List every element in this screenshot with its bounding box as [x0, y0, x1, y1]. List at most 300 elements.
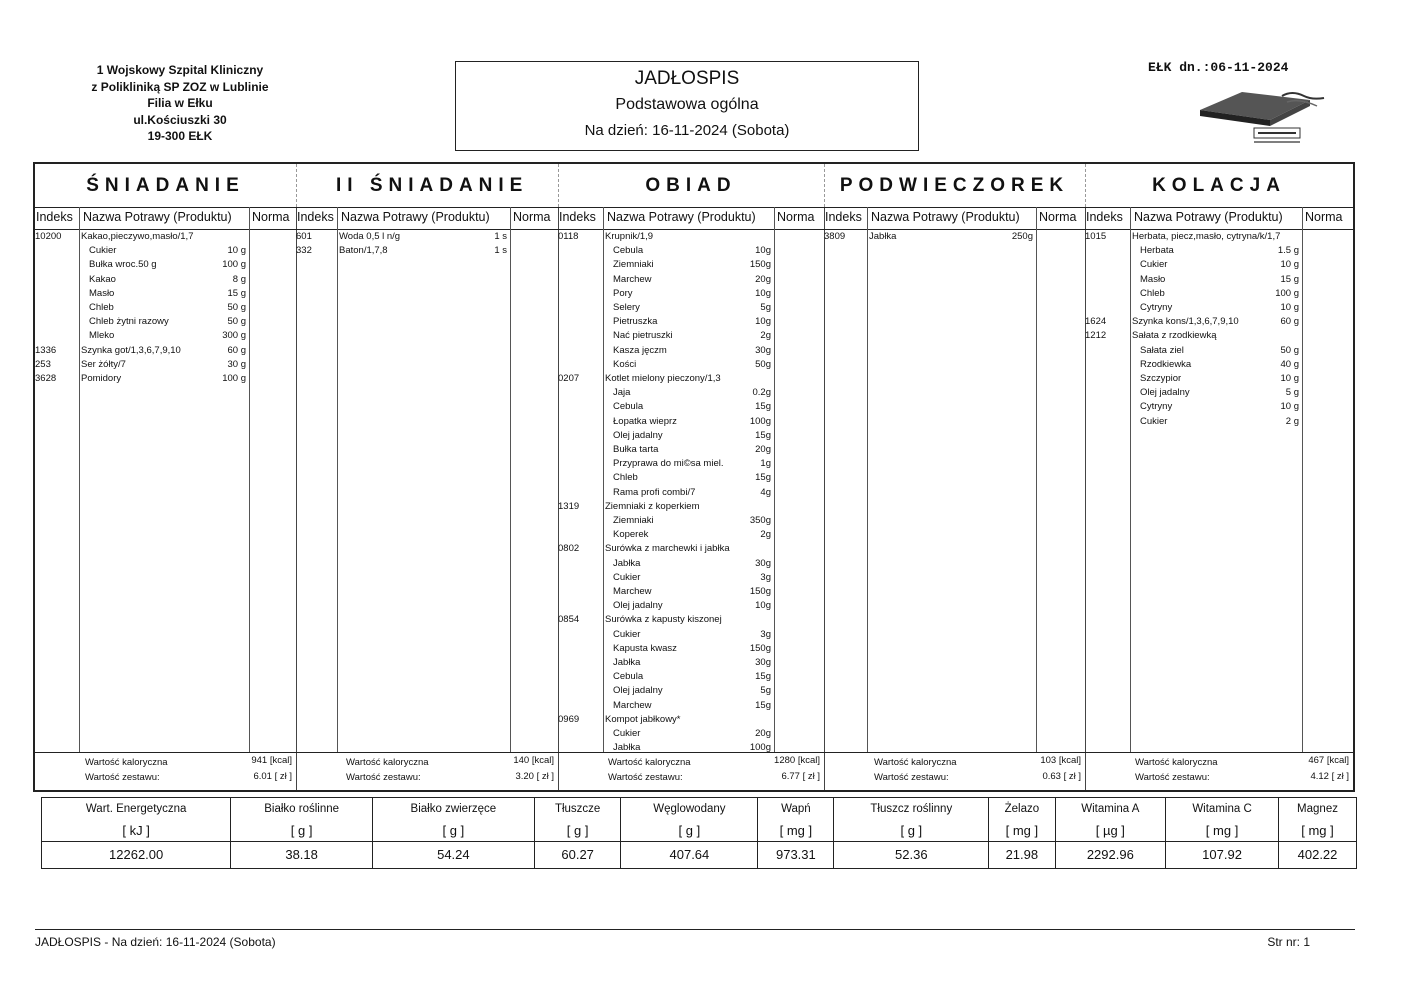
ingredient-name: Chleb: [613, 472, 638, 484]
menu-row: [558, 401, 824, 415]
menu-row: [558, 430, 824, 444]
ingredient-name: Pory: [613, 287, 633, 299]
row-norm: 15g: [755, 699, 771, 711]
menu-row: [558, 586, 824, 600]
menu-row: [558, 600, 824, 614]
row-norm: 20g: [755, 273, 771, 285]
ingredient-name: Rama profi combi/7: [613, 486, 696, 498]
nutrient-unit: [ µg ]: [1055, 820, 1166, 841]
cost-label: Wartość zestawu:: [874, 772, 949, 783]
menu-row: [1085, 316, 1353, 330]
nutrient-unit: [ g ]: [231, 820, 373, 841]
meal-summary: [1085, 752, 1353, 790]
menu-row: [35, 373, 296, 387]
menu-row: [1085, 401, 1353, 415]
ingredient-name: Nać pietruszki: [613, 330, 673, 342]
menu-row: [558, 671, 824, 685]
menu-row: [558, 274, 824, 288]
ingredient-name: Mleko: [89, 330, 115, 342]
menu-row: [35, 302, 296, 316]
row-norm: 10 g: [227, 245, 246, 257]
row-index: 1336: [35, 344, 57, 356]
dish-name: Baton/1,7,8: [339, 245, 388, 257]
nutrient-name: Witamina A: [1055, 798, 1166, 820]
column-headers: [558, 207, 824, 230]
ingredient-name: Cukier: [613, 628, 641, 640]
menu-row: [35, 316, 296, 330]
menu-row: [558, 231, 824, 245]
row-norm: 50g: [755, 358, 771, 370]
menu-row: [824, 231, 1085, 245]
ingredient-name: Masło: [89, 287, 115, 299]
cost-label: Wartość zestawu:: [85, 772, 160, 783]
row-norm: 20g: [755, 728, 771, 739]
dish-name: Surówka z kapusty kiszonej: [605, 614, 722, 626]
ingredient-name: Chleb żytni razowy: [89, 316, 169, 328]
menu-row: [1085, 274, 1353, 288]
hospital-address: [60, 62, 300, 145]
row-norm: 2g: [760, 330, 771, 342]
row-norm: 15g: [755, 429, 771, 441]
row-norm: 5 g: [1285, 387, 1299, 399]
nutrient-value: 60.27: [534, 841, 621, 868]
menu-row: [558, 714, 824, 728]
cell-divider: [337, 207, 338, 753]
row-norm: 100 g: [222, 259, 246, 271]
column-headers: [296, 207, 558, 230]
ingredient-name: Przyprawa do mi©sa miel.: [613, 458, 724, 470]
row-index: 10200: [35, 231, 62, 242]
row-norm: 30g: [755, 557, 771, 569]
dish-name: Szynka got/1,3,6,7,9,10: [81, 344, 181, 356]
row-index: 1015: [1085, 231, 1107, 242]
row-norm: 150g: [749, 586, 771, 597]
row-norm: 2 g: [1285, 415, 1299, 427]
footer-title: JADŁOSPIS - Na dzień: 16-11-2024 (Sobota): [35, 935, 276, 949]
row-index: 1319: [558, 500, 580, 512]
ingredient-name: Cukier: [613, 571, 641, 583]
menu-row: [35, 231, 296, 245]
meals-table: [33, 162, 1355, 792]
menu-row: [558, 685, 824, 699]
ingredient-name: Jabłka: [613, 742, 641, 754]
ingredient-name: Cebula: [613, 401, 644, 413]
menu-row: [558, 572, 824, 586]
kcal-value: 467 [kcal]: [1308, 755, 1349, 766]
meal-column: [558, 164, 824, 790]
menu-row: [558, 288, 824, 302]
ingredient-name: Jabłka: [613, 657, 641, 668]
row-norm: 0.2g: [752, 387, 771, 399]
menu-row: [558, 515, 824, 529]
nutrient-unit: [ mg ]: [758, 820, 834, 841]
nutrient-value: 973.31: [758, 841, 834, 868]
kcal-label: Wartość kaloryczna: [1135, 757, 1218, 768]
row-index: 601: [296, 231, 312, 242]
menu-row: [35, 359, 296, 373]
row-norm: 15 g: [1280, 273, 1299, 285]
menu-row: [558, 345, 824, 359]
row-norm: 1.5 g: [1277, 245, 1299, 257]
row-norm: 15 g: [227, 287, 246, 299]
dish-name: Ser żółty/7: [81, 358, 126, 370]
menu-row: [1085, 416, 1353, 430]
dish-name: Ziemniaki z koperkiem: [605, 500, 700, 512]
kcal-label: Wartość kaloryczna: [608, 757, 691, 768]
header-norm: Norma: [777, 210, 815, 224]
hospital-line: z Polikliniką SP ZOZ w Lublinie: [91, 79, 269, 94]
ingredient-name: Koperek: [613, 529, 649, 541]
kcal-label: Wartość kaloryczna: [346, 757, 429, 768]
row-norm: 150g: [749, 642, 771, 654]
row-index: 0118: [558, 231, 579, 242]
menu-row: [1085, 245, 1353, 259]
dish-name: Kompot jabłkowy*: [605, 713, 681, 725]
header-name: Nazwa Potrawy (Produktu): [83, 210, 232, 224]
nutrient-unit: [ g ]: [621, 820, 758, 841]
column-divider: [824, 207, 825, 790]
row-index: 1212: [1085, 330, 1107, 342]
ingredient-name: Kości: [613, 358, 637, 370]
menu-row: [35, 288, 296, 302]
row-index: 0802: [558, 543, 580, 555]
menu-row: [1085, 302, 1353, 316]
nutrient-value: 402.22: [1279, 841, 1356, 868]
row-norm: 10g: [755, 600, 771, 612]
menu-row: [558, 529, 824, 543]
row-norm: 2g: [760, 529, 771, 541]
ingredient-name: Chleb: [1140, 287, 1165, 299]
ingredient-name: Marchew: [613, 586, 652, 597]
row-norm: 50 g: [227, 302, 246, 313]
document-title: JADŁOSPIS: [634, 68, 740, 89]
nutrient-value: 2292.96: [1055, 841, 1166, 868]
nutrient-value: 52.36: [834, 841, 989, 868]
document-title-box: [455, 61, 919, 151]
dish-name: Surówka z marchewki i jabłka: [605, 543, 730, 555]
nutrient-value: 54.24: [372, 841, 534, 868]
column-headers: [824, 207, 1085, 230]
nutrient-unit: [ mg ]: [989, 820, 1055, 841]
menu-row: [558, 728, 824, 742]
ingredient-name: Ziemniaki: [613, 259, 654, 271]
ingredient-name: Cukier: [613, 728, 641, 739]
cost-label: Wartość zestawu:: [608, 772, 683, 783]
ingredient-name: Olej jadalny: [1140, 387, 1190, 399]
menu-row: [558, 657, 824, 671]
cost-value: 4.12 [ zł ]: [1310, 771, 1349, 782]
menu-row: [558, 245, 824, 259]
header-index: Indeks: [297, 210, 334, 224]
nutrient-unit: [ g ]: [834, 820, 989, 841]
nutrient-unit: [ mg ]: [1301, 822, 1334, 838]
menu-row: [1085, 231, 1353, 245]
menu-row: [558, 472, 824, 486]
menu-row: [558, 316, 824, 330]
ingredient-name: Kapusta kwasz: [613, 642, 677, 654]
row-norm: 10 g: [1280, 259, 1299, 271]
cost-value: 3.20 [ zł ]: [515, 771, 554, 782]
cost-value: 6.01 [ zł ]: [253, 771, 292, 782]
menu-row: [296, 231, 558, 245]
row-norm: 15g: [755, 401, 771, 413]
row-norm: 50 g: [227, 316, 246, 328]
row-index: 332: [296, 245, 312, 257]
meal-summary: [558, 752, 824, 790]
menu-row: [35, 330, 296, 344]
row-norm: 30g: [755, 657, 771, 668]
page-number: Str nr: 1: [1267, 935, 1310, 949]
menu-row: [1085, 288, 1353, 302]
nutrient-value: 38.18: [231, 841, 373, 868]
nutrient-unit: [ kJ ]: [42, 820, 231, 841]
meal-summary: [296, 752, 558, 790]
nutrient-name: Wapń: [758, 798, 834, 820]
row-norm: 150g: [749, 259, 771, 271]
header-name: Nazwa Potrawy (Produktu): [607, 210, 756, 224]
menu-date: Na dzień: 16-11-2024 (Sobota): [584, 122, 790, 139]
ingredient-name: Cytryny: [1140, 401, 1173, 413]
row-index: 1624: [1085, 316, 1107, 328]
menu-row: [558, 614, 824, 628]
kcal-value: 140 [kcal]: [513, 755, 554, 766]
page-footer: [35, 929, 1355, 949]
menu-row: [558, 330, 824, 344]
menu-row: [558, 501, 824, 515]
menu-row: [558, 558, 824, 572]
row-norm: 100g: [749, 742, 771, 754]
row-norm: 10g: [755, 316, 771, 328]
meal-column: [35, 164, 296, 790]
ingredient-name: Łopatka wieprz: [613, 415, 677, 427]
menu-row: [558, 259, 824, 273]
header-norm: Norma: [1039, 210, 1077, 224]
cost-label: Wartość zestawu:: [1135, 772, 1210, 783]
row-norm: 3g: [760, 571, 771, 583]
menu-row: [1085, 345, 1353, 359]
nutrient-unit: [ g ]: [534, 820, 621, 841]
ingredient-name: Szczypior: [1140, 373, 1182, 384]
row-norm: 10 g: [1280, 401, 1299, 413]
menu-row: [558, 458, 824, 472]
row-norm: 30g: [755, 344, 771, 356]
meal-title: ŚNIADANIE: [35, 164, 296, 208]
kcal-label: Wartość kaloryczna: [85, 757, 168, 768]
ingredient-name: Chleb: [89, 302, 114, 313]
nutrient-unit: [ g ]: [372, 820, 534, 841]
ingredient-name: Masło: [1140, 273, 1166, 285]
cell-divider: [1036, 207, 1037, 753]
row-norm: 3g: [760, 628, 771, 640]
nutrient-name: Wart. Energetyczna: [42, 798, 231, 820]
row-index: 0207: [558, 373, 580, 384]
hospital-line: ul.Kościuszki 30: [133, 112, 227, 127]
row-norm: 100 g: [1275, 287, 1299, 299]
nutrient-name: Białko zwierzęce: [372, 798, 534, 820]
cost-label: Wartość zestawu:: [346, 772, 421, 783]
row-norm: 40 g: [1280, 358, 1299, 370]
ingredient-name: Cebula: [613, 245, 644, 257]
column-divider: [296, 207, 297, 790]
meal-column: [1085, 164, 1353, 790]
meal-title: OBIAD: [558, 164, 824, 208]
ingredient-name: Olej jadalny: [613, 600, 663, 612]
cell-divider: [867, 207, 868, 753]
kcal-value: 103 [kcal]: [1040, 755, 1081, 766]
ingredient-name: Selery: [613, 302, 640, 313]
menu-row: [1085, 259, 1353, 273]
cost-value: 0.63 [ zł ]: [1042, 771, 1081, 782]
row-norm: 60 g: [227, 344, 246, 356]
menu-row: [558, 543, 824, 557]
meal-column: [296, 164, 558, 790]
diet-type: Podstawowa ogólna: [615, 96, 759, 113]
ingredient-name: Cukier: [1140, 415, 1168, 427]
column-headers: [35, 207, 296, 230]
row-norm: 15g: [755, 472, 771, 484]
menu-row: [35, 259, 296, 273]
header-index: Indeks: [36, 210, 73, 224]
menu-row: [558, 643, 824, 657]
dish-name: Woda 0,5 l n/g: [339, 231, 401, 242]
row-norm: 60 g: [1280, 316, 1299, 328]
dish-name: Krupnik/1,9: [605, 231, 654, 242]
menu-row: [558, 387, 824, 401]
menu-row: [558, 487, 824, 501]
row-index: 3628: [35, 373, 57, 384]
header-name: Nazwa Potrawy (Produktu): [871, 210, 1020, 224]
nutrient-name: Witamina C: [1166, 798, 1279, 820]
ingredient-name: Cytryny: [1140, 302, 1173, 313]
ingredient-name: Cukier: [89, 245, 117, 257]
dish-name: Kakao,pieczywo,masło/1,7: [81, 231, 194, 242]
row-index: 0969: [558, 713, 580, 725]
row-norm: 8 g: [232, 273, 246, 285]
dish-name: Sałata z rzodkiewką: [1132, 330, 1217, 342]
menu-row: [1085, 387, 1353, 401]
date-stamp: EŁK dn.:06-11-2024: [1148, 60, 1289, 75]
ingredient-name: Cebula: [613, 671, 644, 683]
row-norm: 10 g: [1280, 302, 1299, 313]
nutrient-name: Tłuszcze: [534, 798, 621, 820]
ingredient-name: Marchew: [613, 273, 652, 285]
nutrient-value: 107.92: [1166, 841, 1279, 868]
ingredient-name: Ziemniaki: [613, 515, 654, 526]
ingredient-name: Cukier: [1140, 259, 1168, 271]
meal-summary: [35, 752, 296, 790]
row-norm: 10g: [755, 245, 771, 257]
menu-row: [35, 245, 296, 259]
hospital-line: 19-300 EŁK: [147, 129, 213, 143]
nutrient-name: Białko roślinne: [231, 798, 373, 820]
menu-row: [35, 345, 296, 359]
header-name: Nazwa Potrawy (Produktu): [1134, 210, 1283, 224]
row-norm: 5g: [760, 302, 771, 313]
header-index: Indeks: [825, 210, 862, 224]
ingredient-name: Marchew: [613, 699, 652, 711]
menu-row: [35, 274, 296, 288]
dish-name: Kotlet mielony pieczony/1,3: [605, 373, 721, 384]
hospital-line: 1 Wojskowy Szpital Kliniczny: [96, 63, 264, 77]
ingredient-name: Olej jadalny: [613, 685, 663, 697]
kcal-value: 1280 [kcal]: [774, 755, 820, 766]
book-stamp-image: [1192, 88, 1332, 148]
ingredient-name: Kakao: [89, 273, 116, 285]
nutrient-name: Tłuszcz roślinny: [834, 798, 989, 820]
kcal-label: Wartość kaloryczna: [874, 757, 957, 768]
row-norm: 250g: [1011, 231, 1033, 242]
row-norm: 50 g: [1280, 344, 1299, 356]
dish-name: Pomidory: [81, 373, 122, 384]
meal-title: PODWIECZOREK: [824, 164, 1085, 208]
ingredient-name: Sałata ziel: [1140, 344, 1184, 356]
menu-row: [558, 629, 824, 643]
row-norm: 300 g: [222, 330, 246, 342]
menu-row: [1085, 373, 1353, 387]
meal-title: II ŚNIADANIE: [296, 164, 558, 208]
row-norm: 100 g: [222, 373, 246, 384]
menu-row: [558, 444, 824, 458]
row-norm: 1 s: [494, 245, 507, 257]
menu-row: [558, 302, 824, 316]
ingredient-name: Bułka tarta: [613, 444, 659, 455]
row-index: 3809: [824, 231, 846, 242]
nutrient-name: Węglowodany: [621, 798, 758, 820]
menu-row: [558, 700, 824, 714]
kcal-value: 941 [kcal]: [251, 755, 292, 766]
ingredient-name: Herbata: [1140, 245, 1174, 257]
ingredient-name: Jaja: [613, 387, 631, 399]
menu-row: [558, 416, 824, 430]
nutrient-unit: [ mg ]: [1166, 820, 1279, 841]
menu-row: [1085, 330, 1353, 344]
nutrition-summary: [41, 797, 1357, 869]
header-norm: Norma: [513, 210, 551, 224]
cost-value: 6.77 [ zł ]: [781, 771, 820, 782]
ingredient-name: Rzodkiewka: [1140, 358, 1192, 370]
header-index: Indeks: [559, 210, 596, 224]
meal-column: [824, 164, 1085, 790]
menu-row: [296, 245, 558, 259]
nutrient-value: 12262.00: [42, 841, 231, 868]
row-norm: 1g: [760, 458, 771, 470]
nutrient-name: Żelazo: [989, 798, 1055, 820]
nutrient-value: 21.98: [989, 841, 1055, 868]
row-norm: 10 g: [1280, 373, 1299, 384]
row-norm: 15g: [755, 671, 771, 683]
header-name: Nazwa Potrawy (Produktu): [341, 210, 490, 224]
dish-name: Herbata, piecz,masło, cytryna/k/1,7: [1132, 231, 1281, 242]
meal-title: KOLACJA: [1085, 164, 1353, 208]
nutrient-name: Magnez: [1297, 803, 1338, 816]
row-index: 0854: [558, 614, 580, 626]
menu-row: [558, 373, 824, 387]
meal-summary: [824, 752, 1085, 790]
dish-name: Jabłka: [869, 231, 897, 242]
hospital-line: Filia w Ełku: [147, 96, 213, 110]
menu-row: [558, 359, 824, 373]
header-index: Indeks: [1086, 210, 1123, 224]
ingredient-name: Pietruszka: [613, 316, 658, 328]
ingredient-name: Olej jadalny: [613, 429, 663, 441]
ingredient-name: Kasza jęczm: [613, 344, 667, 356]
ingredient-name: Jabłka: [613, 557, 641, 569]
dish-name: Szynka kons/1,3,6,7,9,10: [1132, 316, 1239, 328]
header-norm: Norma: [252, 210, 290, 224]
row-norm: 100g: [749, 415, 771, 427]
row-norm: 20g: [755, 444, 771, 455]
header-norm: Norma: [1305, 210, 1343, 224]
